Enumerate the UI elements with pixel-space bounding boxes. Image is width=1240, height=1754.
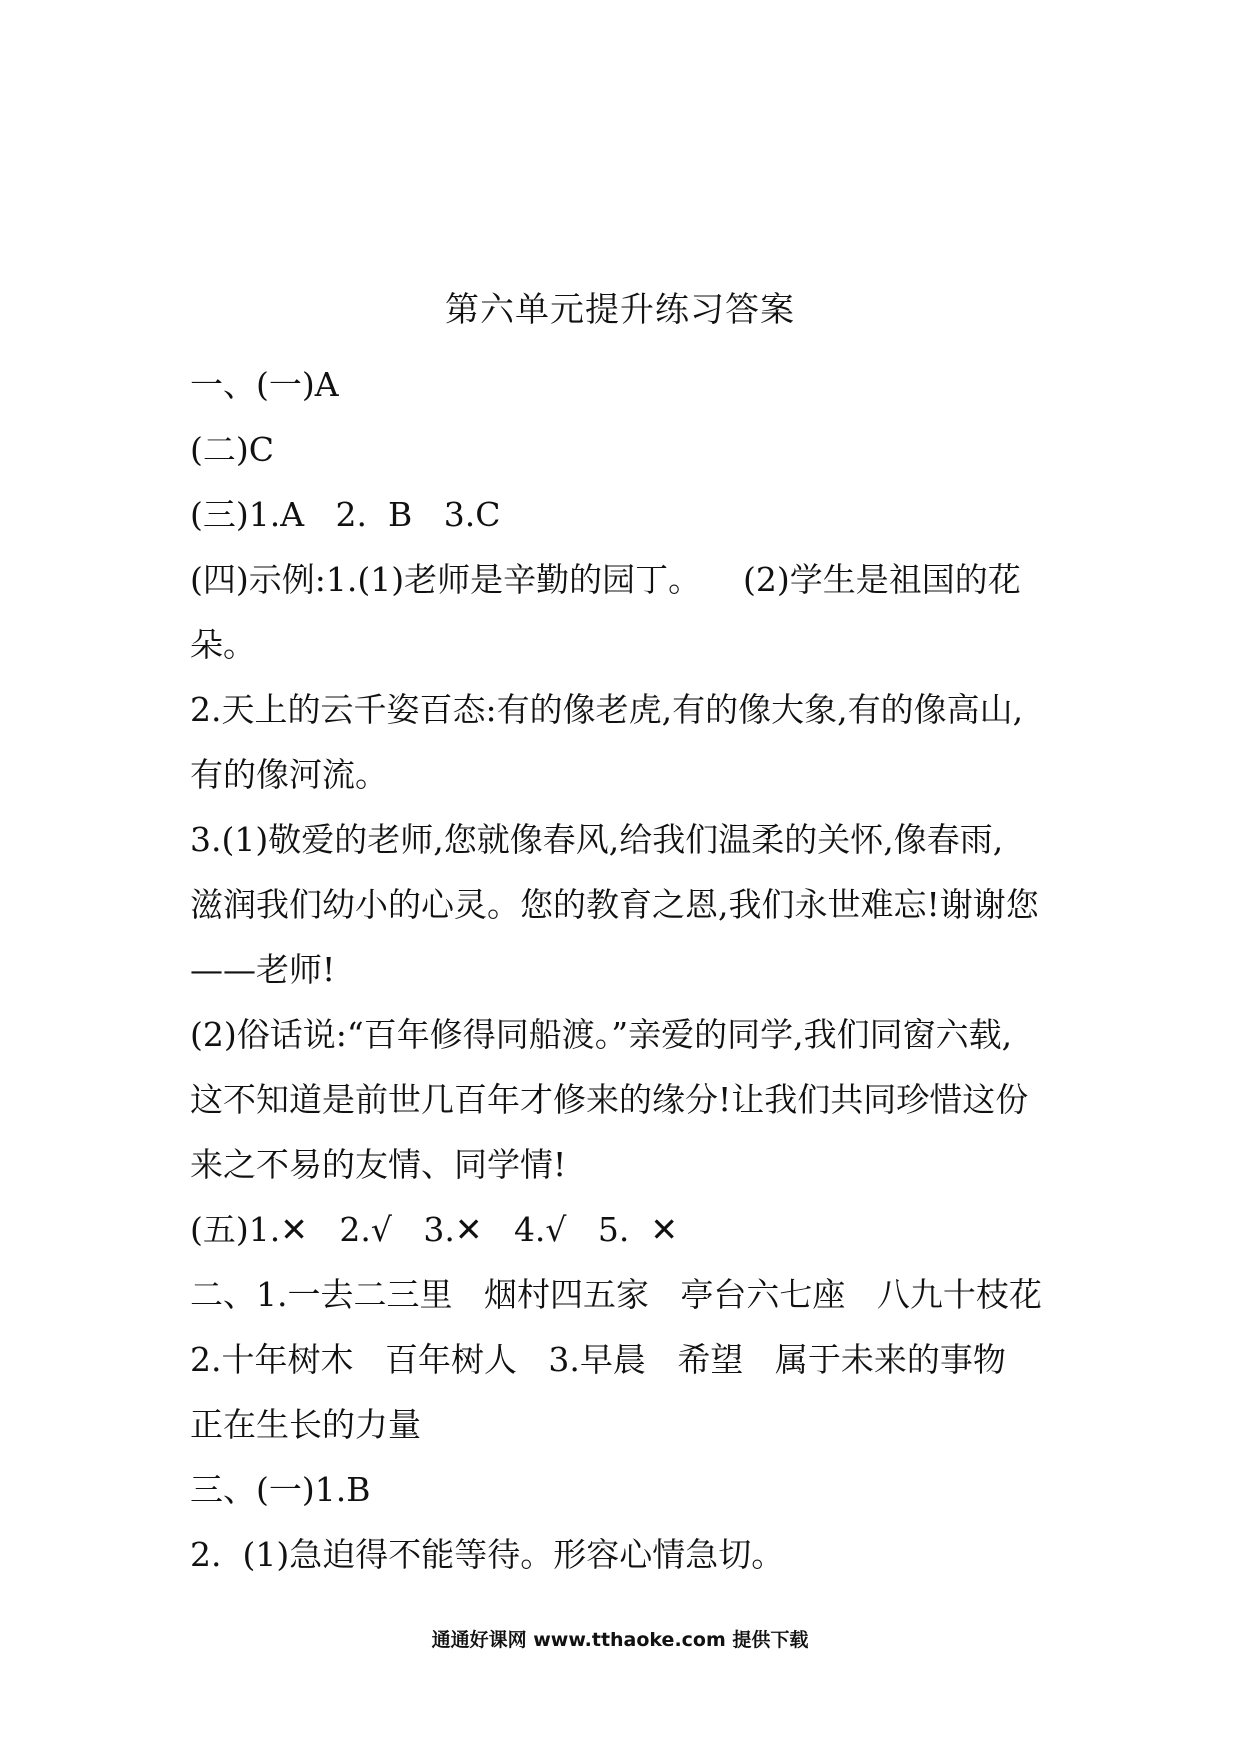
- answer-line: (五)1.✕ 2.√ 3.✕ 4.√ 5. ✕: [190, 1210, 679, 1249]
- answer-line: 滋润我们幼小的心灵。您的教育之恩,我们永世难忘!谢谢您: [190, 885, 1039, 924]
- answer-line: 朵。: [190, 625, 256, 664]
- answer-line: 2.十年树木 百年树人 3.早晨 希望 属于未来的事物: [190, 1340, 1006, 1379]
- answer-line: 有的像河流。: [190, 755, 388, 794]
- answer-line: 二、1.一去二三里 烟村四五家 亭台六七座 八九十枝花: [190, 1275, 1042, 1314]
- page-title: 第六单元提升练习答案: [445, 290, 795, 330]
- answer-line: 来之不易的友情、同学情!: [190, 1145, 567, 1184]
- answer-line: (2)俗话说:“百年修得同船渡。”亲爱的同学,我们同窗六载,: [190, 1015, 1013, 1054]
- answer-line: (四)示例:1.(1)老师是辛勤的园丁。 (2)学生是祖国的花: [190, 560, 1021, 599]
- answer-line: 2.天上的云千姿百态:有的像老虎,有的像大象,有的像高山,: [190, 690, 1024, 729]
- answer-line: (三)1.A 2. B 3.C: [190, 495, 501, 534]
- answer-line: 2. (1)急迫得不能等待。形容心情急切。: [190, 1535, 785, 1574]
- answer-line: 正在生长的力量: [190, 1405, 421, 1444]
- page-footer: 通通好课网 www.tthaoke.com 提供下载: [431, 1629, 809, 1651]
- answer-line: 一、(一)A: [190, 365, 339, 404]
- answer-line: 三、(一)1.B: [190, 1470, 371, 1509]
- answer-line: (二)C: [190, 430, 274, 469]
- answer-line: 这不知道是前世几百年才修来的缘分!让我们共同珍惜这份: [190, 1080, 1029, 1119]
- answer-line: 3.(1)敬爱的老师,您就像春风,给我们温柔的关怀,像春雨,: [190, 820, 1004, 859]
- answer-line: ——老师!: [190, 950, 336, 989]
- answer-body: [190, 352, 1070, 1587]
